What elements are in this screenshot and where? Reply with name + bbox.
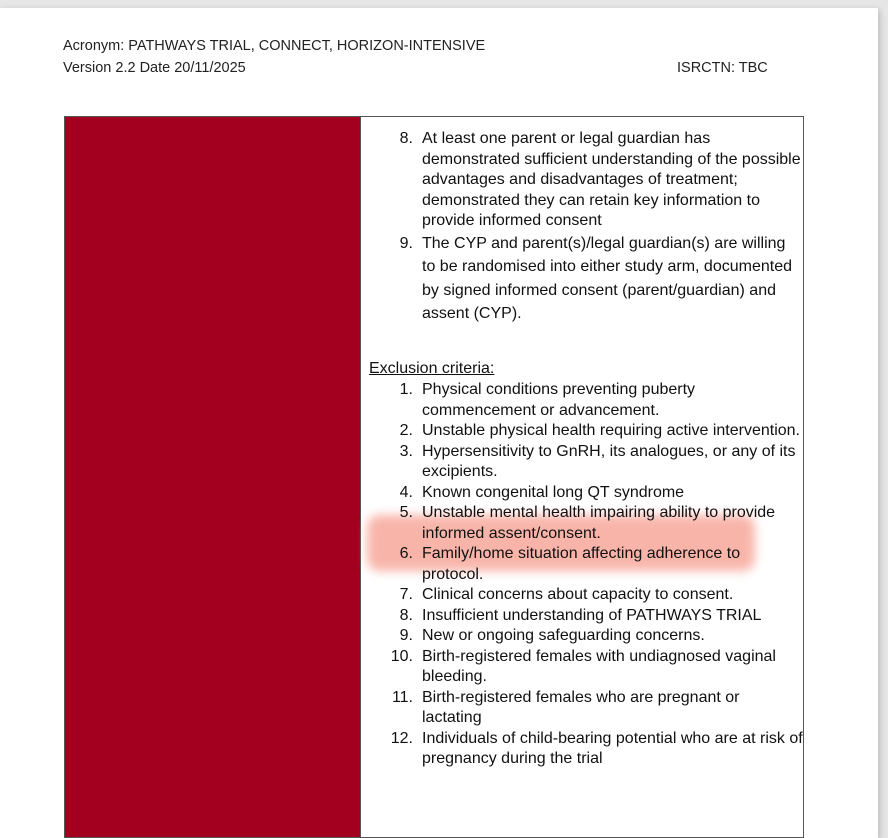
list-item	[362, 380, 803, 421]
item-number: 9.	[399, 234, 413, 252]
list-item	[362, 232, 803, 326]
item-text: Unstable physical health requiring active intervention.	[422, 422, 800, 439]
item-number: 11.	[391, 688, 413, 706]
header-version: Version 2.2 Date 20/11/2025	[63, 60, 246, 76]
item-number: 10.	[390, 647, 413, 665]
item-number: 3.	[399, 442, 413, 460]
list-item	[362, 129, 803, 232]
item-number: 9.	[399, 627, 413, 644]
inclusion-criteria-continued	[362, 129, 803, 326]
table-right-cell	[362, 117, 803, 837]
list-item	[362, 442, 803, 483]
exclusion-criteria-list	[362, 380, 803, 770]
list-item	[362, 729, 803, 770]
item-text: Clinical concerns about capacity to consent.	[422, 586, 734, 603]
table-left-cell	[65, 117, 361, 837]
item-number: 12.	[390, 729, 413, 747]
document-page	[0, 8, 878, 838]
item-number: 2.	[399, 422, 413, 439]
item-text: Family/home situation affecting adherence to protocol.	[422, 545, 741, 583]
item-text: New or ongoing safeguarding concerns.	[422, 627, 705, 644]
list-item	[362, 606, 803, 627]
item-text: Known congenital long QT syndrome	[422, 483, 685, 501]
list-item	[362, 544, 803, 585]
item-text: At least one parent or legal guardian has demonstrated sufficient understanding of the possible advantages and disadvantages of treatment; demonstrated they can retain key information to provide informed consent	[422, 130, 801, 229]
list-item	[362, 688, 803, 729]
list-item	[362, 483, 803, 504]
item-text: Birth-registered females who are pregnant or lactating	[422, 688, 740, 726]
item-number: 8.	[399, 606, 413, 624]
header-isrctn: ISRCTN: TBC	[677, 60, 768, 76]
list-item	[362, 647, 803, 688]
list-item	[362, 585, 803, 606]
item-number: 8.	[399, 130, 413, 147]
item-text: Birth-registered females with undiagnosed vaginal bleeding.	[422, 647, 776, 685]
criteria-table	[64, 116, 804, 838]
list-item	[362, 421, 803, 442]
item-text: Individuals of child-bearing potential who are at risk of pregnancy during the trial	[422, 729, 803, 767]
item-number: 5.	[399, 504, 413, 521]
exclusion-criteria-heading: Exclusion criteria:	[369, 360, 495, 377]
item-number: 4.	[399, 483, 413, 501]
list-item-highlighted	[362, 503, 803, 544]
item-text: Physical conditions preventing puberty commencement or advancement.	[422, 381, 696, 419]
item-number: 6.	[399, 545, 413, 562]
item-text: Unstable mental health impairing ability to provide informed assent/consent.	[422, 504, 776, 542]
item-number: 1.	[399, 381, 413, 398]
item-text: Hypersensitivity to GnRH, its analogues, or any of its excipients.	[422, 442, 796, 480]
item-text: Insufficient understanding of PATHWAYS TRIAL	[422, 606, 762, 624]
item-text: The CYP and parent(s)/legal guardian(s) are willing to be randomised into either study arm, documented by signed informed consent (parent/guardian) and assent (CYP).	[422, 234, 792, 322]
header-acronym: Acronym: PATHWAYS TRIAL, CONNECT, HORIZON-INTENSIVE	[63, 38, 486, 54]
list-item	[362, 626, 803, 647]
item-number: 7.	[399, 586, 413, 603]
